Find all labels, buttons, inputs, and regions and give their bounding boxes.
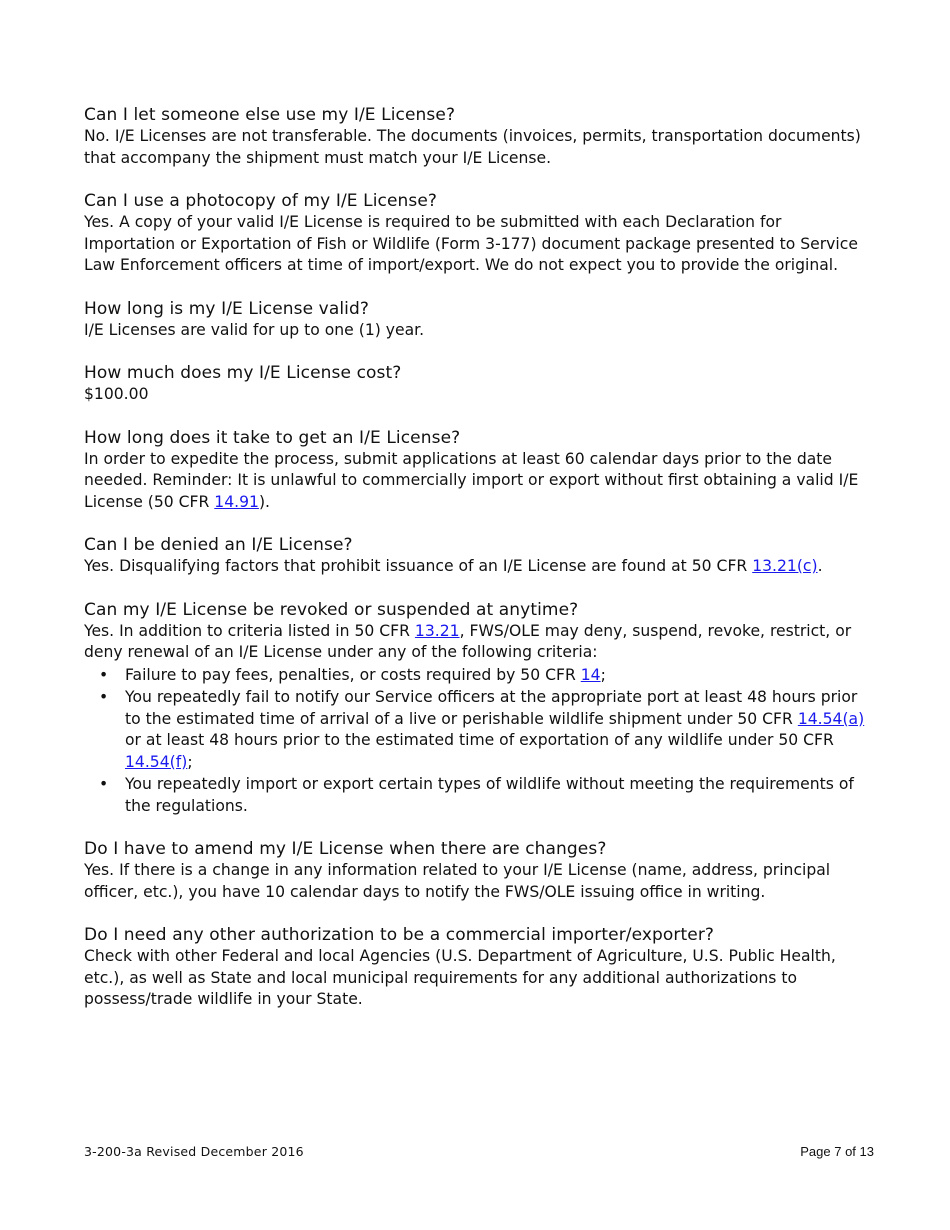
faq-answer: I/E Licenses are valid for up to one (1) year. (84, 320, 425, 339)
faq-section-denial (84, 534, 874, 578)
page-number: Page 7 of 13 (800, 1144, 874, 1159)
faq-section-revocation (84, 599, 874, 818)
faq-answer (84, 621, 874, 664)
faq-question: How much does my I/E License cost? (84, 363, 402, 383)
faq-question: Can my I/E License be revoked or suspended at anytime? (84, 599, 579, 620)
faq-section-validity (84, 298, 874, 342)
faq-question: Do I have to amend my I/E License when there are changes? (84, 839, 607, 859)
list-item-text: ; (600, 665, 606, 684)
faq-answer: $100.00 (84, 385, 149, 403)
faq-answer: Yes. A copy of your valid I/E License is required to be submitted with each Declaration for Importation or Exportation of Fish or Wildlife (Form 3-177) document package presented to Service Law Enforcement officers at time of import/export. We do not expect you to provide the original. (84, 213, 858, 274)
cfr-14-91-link[interactable]: 14.91 (214, 492, 259, 511)
faq-section-transfer (84, 104, 874, 169)
faq-answer (84, 556, 874, 578)
answer-text: Yes. In addition to criteria listed in 50 CFR (84, 621, 415, 640)
answer-text: ). (258, 492, 270, 511)
answer-text: . (817, 557, 823, 575)
faq-question: How long does it take to get an I/E License? (84, 427, 461, 448)
list-item (84, 774, 874, 817)
answer-text: Yes. Disqualifying factors that prohibit issuance of an I/E License are found at 50 CFR (84, 557, 753, 575)
answer-text: , FWS/OLE may deny, suspend, revoke, restrict, or deny renewal of an I/E License under any of the following criteria: (84, 621, 852, 661)
answer-text: In order to expedite the process, submit applications at least 60 calendar days prior to the date needed. Reminder: It is unlawful to commercially import or export without first obtaining a valid I/E License (50 CFR (84, 449, 859, 511)
list-item-text: or at least 48 hours prior to the estimated time of exportation of any wildlife under 50 CFR (125, 731, 834, 749)
bullet-icon: • (99, 775, 109, 793)
faq-question: How long is my I/E License valid? (84, 298, 370, 319)
form-revision-footer: 3-200-3a Revised December 2016 (84, 1144, 304, 1159)
faq-section-other-authorization (84, 924, 874, 1011)
faq-question: Do I need any other authorization to be a commercial importer/exporter? (84, 925, 715, 945)
list-item-text: You repeatedly fail to notify our Service officers at the appropriate port at least 48 hours prior to the estimated time of arrival of a live or perishable wildlife shipment under 50 CFR (125, 688, 858, 728)
faq-content (84, 104, 874, 1032)
faq-question: Can I let someone else use my I/E License? (84, 105, 456, 125)
bullet-icon: • (99, 665, 109, 684)
faq-section-amendment (84, 838, 874, 903)
list-item-text: Failure to pay fees, penalties, or costs required by 50 CFR (125, 665, 581, 684)
faq-section-cost (84, 362, 874, 406)
faq-answer: Yes. If there is a change in any information related to your I/E License (name, address, principal officer, etc.), you have 10 calendar days to notify the FWS/OLE issuing office in writing. (84, 861, 831, 901)
faq-answer (84, 449, 874, 514)
list-item (84, 665, 874, 687)
faq-section-photocopy (84, 190, 874, 277)
faq-answer: No. I/E Licenses are not transferable. The documents (invoices, permits, transportation documents) that accompany the shipment must match your I/E License. (84, 127, 861, 167)
cfr-14-54f-link[interactable]: 14.54(f) (125, 752, 188, 771)
cfr-14-54a-link[interactable]: 14.54(a) (797, 709, 865, 728)
faq-question: Can I be denied an I/E License? (84, 535, 353, 555)
list-item-text: You repeatedly import or export certain types of wildlife without meeting the requirements of the regulations. (125, 775, 854, 815)
cfr-13-21c-link[interactable]: 13.21(c) (752, 557, 818, 575)
faq-section-processing-time (84, 427, 874, 514)
bullet-icon: • (99, 688, 109, 706)
criteria-list (84, 665, 874, 818)
faq-answer: Check with other Federal and local Agencies (U.S. Department of Agriculture, U.S. Public Health, etc.), as well as State and local municipal requirements for any additional authorizations to possess/trade wildlife in your State. (84, 947, 836, 1008)
cfr-14-link[interactable]: 14 (580, 665, 601, 684)
list-item (84, 687, 874, 773)
faq-question: Can I use a photocopy of my I/E License? (84, 191, 438, 211)
list-item-text: ; (187, 752, 193, 771)
cfr-13-21-link[interactable]: 13.21 (414, 621, 460, 640)
